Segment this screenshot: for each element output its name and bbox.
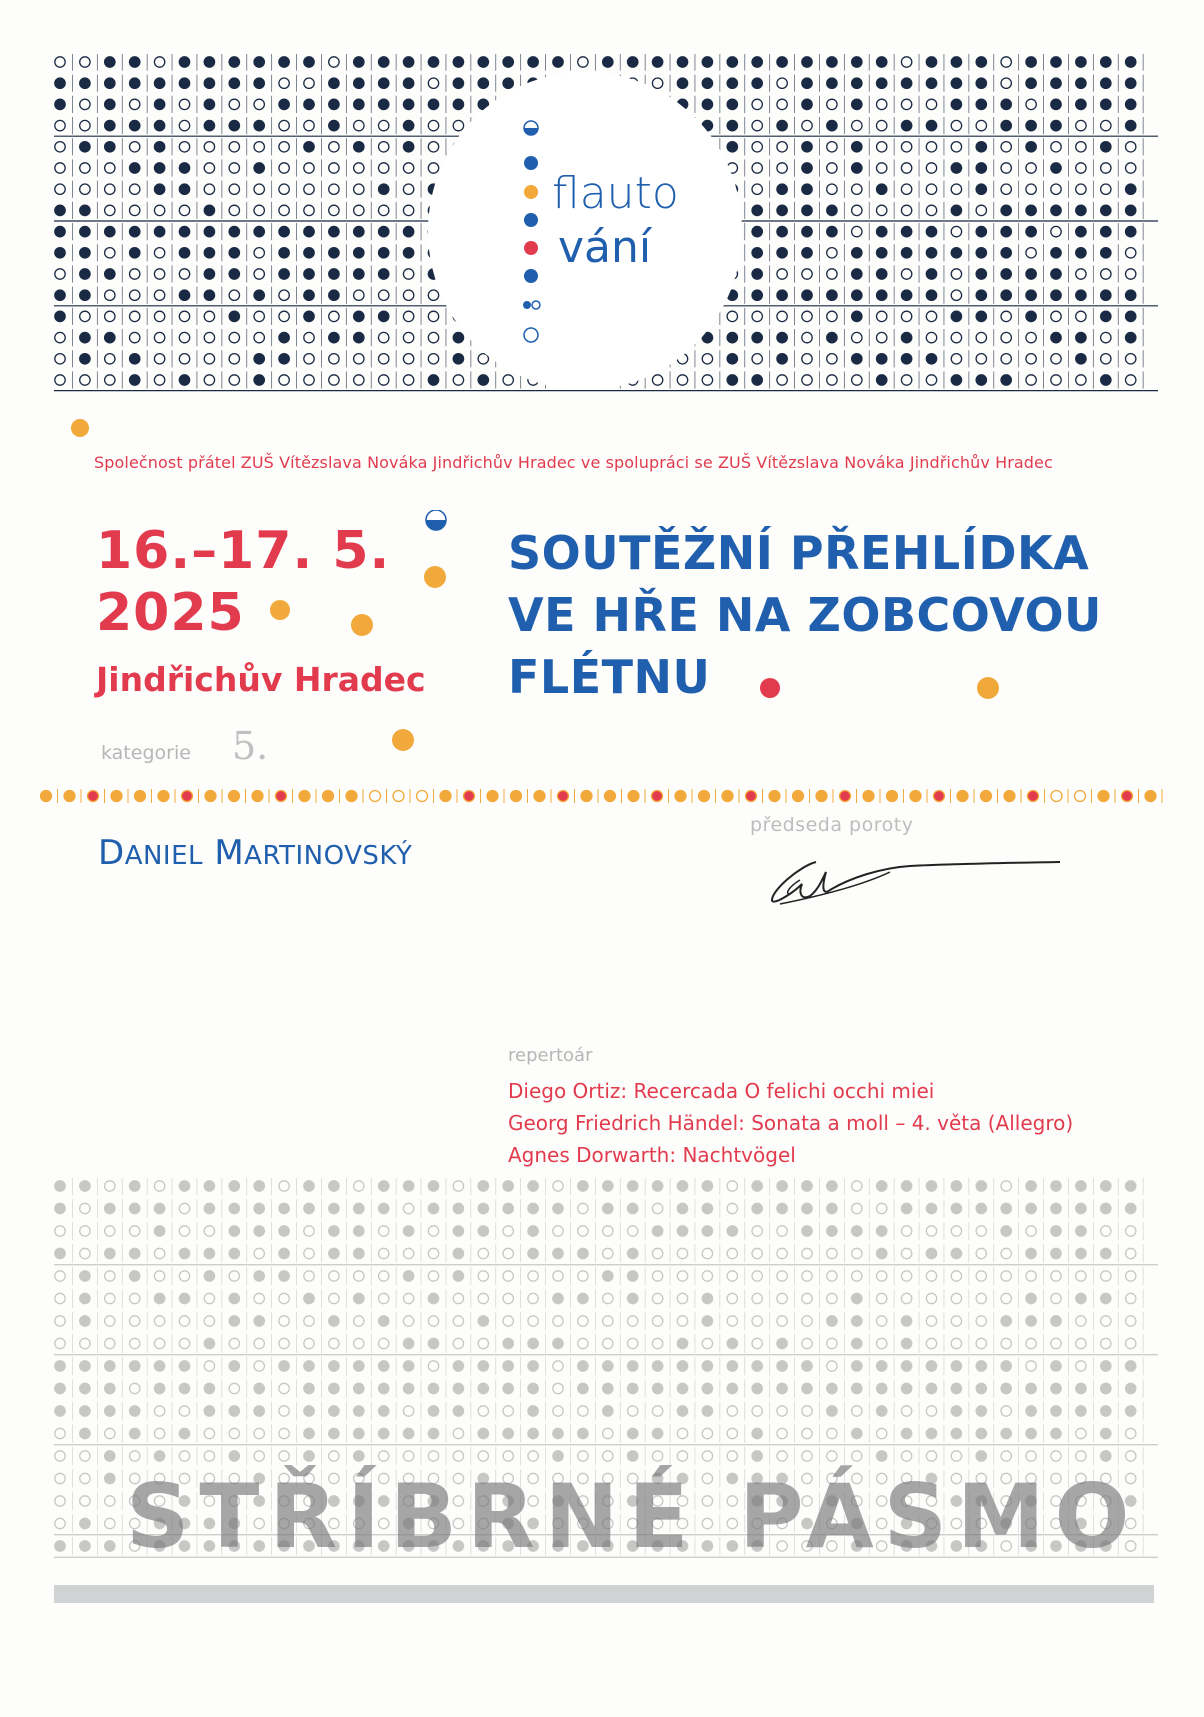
logo-text-2: vání: [558, 222, 652, 273]
participant-name: [98, 833, 412, 873]
repertoire-item: Diego Ortiz: Recercada O felichi occhi miei: [508, 1079, 935, 1103]
logo: [428, 72, 742, 390]
event-title-line-2: VE HŘE NA ZOBCOVOU: [508, 588, 1102, 642]
event-title-line-3: FLÉTNU: [508, 650, 711, 704]
signature: [760, 850, 1080, 910]
event-city: Jindřichův Hradec: [96, 660, 426, 699]
name-first-rest: ANIEL: [124, 841, 204, 871]
name-initial-2: M: [214, 833, 245, 873]
repertoire-label: repertoár: [508, 1045, 593, 1066]
jury-chair-label: předseda poroty: [750, 814, 914, 836]
logo-text-1: flauto: [552, 168, 679, 219]
repertoire-item: Agnes Dorwarth: Nachtvögel: [508, 1143, 796, 1167]
organizer-text: Společnost přátel ZUŠ Vítězslava Nováka Jindřichův Hradec ve spolupráci se ZUŠ Vítězslava Nováka Jindřichův Hradec: [94, 453, 1053, 472]
event-title: [508, 522, 1102, 708]
category-label: kategorie: [101, 742, 191, 764]
bottom-bar: [54, 1585, 1154, 1603]
category-value: 5.: [232, 724, 269, 768]
event-date-days: 16.–17. 5.: [96, 521, 391, 581]
dotted-divider: [36, 784, 1176, 808]
event-date-year: 2025: [96, 583, 245, 643]
event-title-line-1: SOUTĚŽNÍ PŘEHLÍDKA: [508, 526, 1090, 580]
repertoire-item: Georg Friedrich Händel: Sonata a moll – 4. věta (Allegro): [508, 1111, 1074, 1135]
name-last-rest: ARTINOVSKÝ: [244, 841, 413, 871]
name-initial-1: D: [98, 833, 125, 873]
decor-dot: [70, 418, 90, 438]
award-text: STŘÍBRNÉ PÁSMO: [126, 1465, 1140, 1568]
